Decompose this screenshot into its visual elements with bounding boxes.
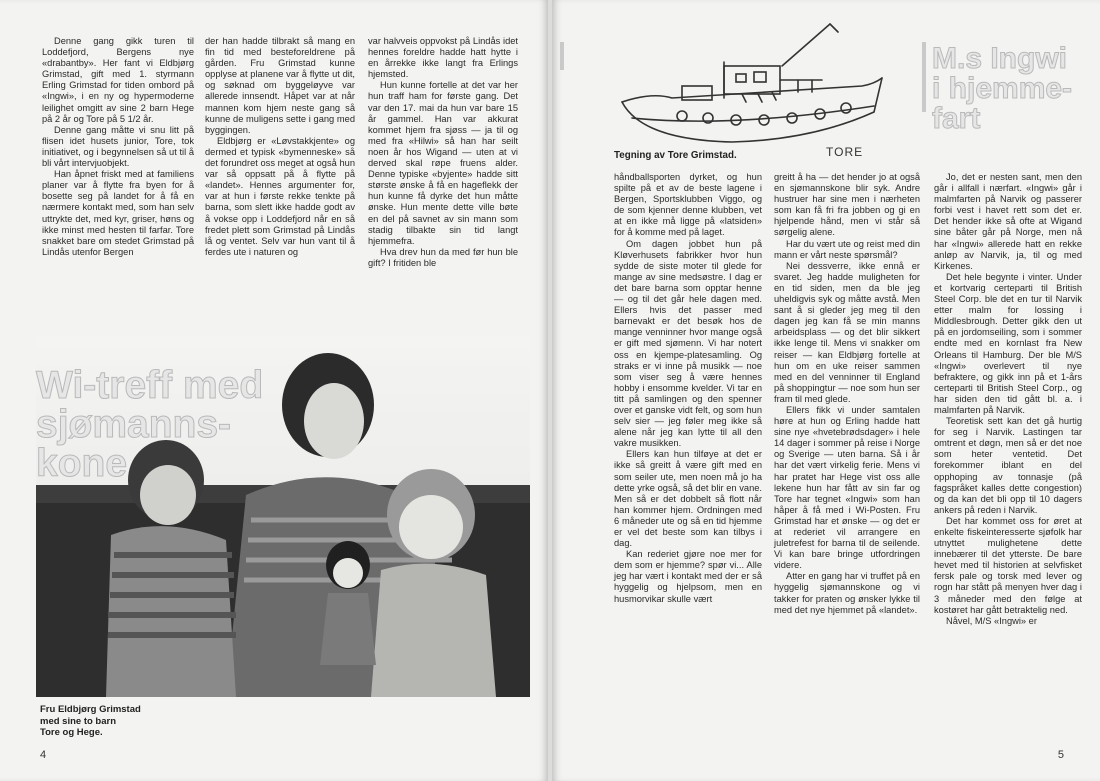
paragraph: Denne gang måtte vi snu litt på flisen idet husets junior, Tore, tok initiativet, og i begynnelsen så ut til å bli vårt intervjuobjekt. — [42, 124, 194, 169]
left-headline — [36, 366, 263, 483]
paragraph: Eldbjørg er «Løvstakkjente» og dermed et typisk «bymenneske» så det forundret oss meget at også hun var så oppsatt på å flytte på «landet». Hennes argumenter for, var at hun i første rekke tenkte på barna, som slett ikke hadde godt av å vokse opp i Loddefjord når en så fredet plett som Grimstad på Lindås lå og ventet. Selv var hun vant til å ferdes ute i naturen og — [205, 135, 355, 257]
paragraph: Det har kommet oss for øret at enkelte fiskeinteresserte sjøfolk har utnyttet mulighetene dette innebærer til det ytterste. De bare hevet med til historien at selvfisket fersk pale og torsk med lever og rogn har stått på menyen hver dag i 3 måneder med den følge at kostøret har gått betraktelig ned. — [934, 515, 1082, 615]
right-column-3 — [934, 172, 1082, 627]
caption-line: med sine to barn — [40, 715, 117, 727]
headline-line: sjømanns- — [36, 403, 232, 446]
left-column-2 — [205, 36, 355, 258]
right-column-2 — [774, 172, 920, 616]
paragraph: Hva drev hun da med før hun ble gift? I fritiden ble — [368, 246, 518, 268]
paragraph: Atter en gang har vi truffet på en hyggelig sjømannskone og vi takker for praten og ønsker lykke til med det nye hjemmet på «landet». — [774, 571, 920, 615]
divider-line — [560, 42, 564, 70]
paragraph: var halvveis oppvokst på Lindås idet hennes foreldre hadde hatt hytte i en årrekke ikke langt fra Erlings hjemsted. — [368, 36, 518, 80]
headline-line: i hjemme- — [932, 72, 1073, 105]
left-column-1 — [42, 36, 194, 258]
paragraph: Nei dessverre, ikke ennå er svaret. Jeg hadde muligheten for en tid siden, men da ble jeg uheldigvis syk og måtte avstå. Men sant å si gleder jeg meg til den dagen jeg kan få se min manns arbeidsplass — og det blir sikkert ikke lenge til. Mens vi snakker om reiser — kan Eldbjørg fortelle at hun om en uke reiser sammen med en del venninner til England på shoppingtur — noe som hun ser fram til med glede. — [774, 260, 920, 404]
headline-line: kone — [36, 442, 128, 485]
page-number: 4 — [40, 749, 47, 761]
right-page — [552, 0, 1100, 781]
divider-line — [922, 42, 926, 112]
sketch-caption: Tegning av Tore Grimstad. — [614, 150, 737, 161]
paragraph: greitt å ha — det hender jo at også en sjømannskone blir syk. Andre hustruer har sine men i nærheten som kan få fri fra jobben og gi en hjelpende hånd, men vi står så sørgelig alene. — [774, 172, 920, 238]
caption-line: Fru Eldbjørg Grimstad — [40, 704, 141, 715]
paragraph: Han åpnet friskt med at familiens planer var å flytte fra byen for å bosette seg på landet for å få en nærmere kontakt med, som han selv uttrykte det, med kyr, griser, høns og ikke minst med hesten til farfar. Tore snakket bare om stedet Grimstad på Lindås utenfor Bergen — [42, 169, 194, 257]
paragraph: Denne gang gikk turen til Loddefjord, Bergens nye «drabantby». Her fant vi Eldbjørg Grimstad, gift med 1. styrmann Erling Grimstad for tiden ombord på «Ingwi», i en ny og hypermoderne leilighet omgitt av sine 2 barn Hege på 2 år og Tore på 5 1/2 år. — [42, 36, 194, 124]
left-page — [0, 0, 548, 781]
headline-line: fart — [932, 102, 981, 135]
paragraph: Ellers kan hun tilføye at det er ikke så greitt å være gift med en som seiler ute, men noen må jo ha dette yrke også, så det blir en vane. Men så er det dobbelt så flott når han kommer hjem. Ordningen med 6 måneder ute og så en tid hjemme er vel det beste som kan tilbys i dag. — [614, 449, 762, 549]
paragraph: håndballsporten dyrket, og hun spilte på et av de beste lagene i Bergen, Sportsklubben Viggo, og de som kjenner denne klubben, vet at en ikke må ligge på «latsiden» for å komme med på laget. — [614, 172, 762, 238]
paragraph: Om dagen jobbet hun på Kløverhusets fabrikker hvor hun sydde de siste moter til glede for mange av sine medsøstre. I dag er det bare barna som opptar henne — og til det går hele dagen med. Ellers hvis det passer med barnevakt er det besøk hos de mange venninner hvor mange også er gift med sjømenn. Vi har notert oss en kjempe-platesamling. Og straks er vi inne på musikk — noe som viser seg å være hennes hobby i ensomme kvelder. Vi tar en titt på samlingen og den spenner over et ganske vidt felt, og som hun selv sier — jeg føler meg ikke så alene når jeg kan lytte til all den vakre musikken. — [614, 238, 762, 449]
headline-line: M.s Ingwi — [932, 42, 1067, 75]
paragraph: Har du vært ute og reist med din mann er vårt neste spørsmål? — [774, 238, 920, 260]
headline-line: Wi-treff med — [36, 364, 264, 407]
page-number: 5 — [1057, 749, 1064, 761]
sketch-signature: TORE — [826, 145, 864, 159]
left-column-3 — [368, 36, 518, 269]
right-column-1 — [614, 172, 762, 605]
right-headline — [932, 44, 1072, 134]
paragraph: Jo, det er nesten sant, men den går i allfall i nærfart. «Ingwi» går i malmfarten på Narvik og passerer forbi vest i havet rett som det er. Det hender ikke så ofte at Wigand sine båter går på Norge, men nå har «Ingwi» allerede hatt en rekke anløp av Narvik, ja, til og med Kirkenes. — [934, 172, 1082, 271]
paragraph: Kan rederiet gjøre noe mer for dem som er hjemme? spør vi... Alle jeg har vært i kontakt med der er så hyggelig og hjelpsom, men en husmorvikar skulle vært — [614, 549, 762, 604]
paragraph: Nåvel, M/S «Ingwi» er — [946, 615, 1037, 626]
paragraph: der han hadde tilbrakt så mang en fin tid med besteforeldrene på gården. Fru Grimstad kunne opplyse at planene var å flytte ut dit, og søknad om byggeløyve var allerede innsendt. Håpet var at når mannen kom hjem neste gang så kunne de muligens sette i gang med byggingen. — [205, 36, 355, 135]
paragraph: Hun kunne fortelle at det var her hun traff ham for første gang. Det var den 17. mai da hun var bare 15 år gammel. Han var akkurat kommet hjem fra sjøss — ja til og med fra «Hilwi» så han har seilt noen år hos Wigand — uten at vi derved skal røpe fruens alder. Denne typiske «byjente» hadde sitt største ønske å få en hageflekk der hun kunne få dyrke det hun måtte ønske. Hun mente dette ville bøte en del på savnet av sin mann som stadig tilbakte sin tid langt hjemmefra. — [368, 80, 518, 246]
photo-caption — [40, 704, 141, 739]
paragraph: Ellers fikk vi under samtalen høre at hun og Erling hadde hatt sine nye «hvetebrødsdager» i hele 14 dager i sommer på reise i Norge og Sverige — uten barna. Så i år har det vært virkelig ferie. Mens vi har pratet har Hege vist oss alle lekene hun har fått av sin far og Tore har tegnet «Ingwi» som han håper å få med i Wi-Posten. Fru Grimstad har et ønske — og det er at rederiet vil arrangere en juletrefest for barna til de seilende. Vi kan bare bringe utfordringen videre. — [774, 404, 920, 571]
caption-line: Tore og Hege. — [40, 727, 103, 738]
ship-drawing — [612, 22, 896, 160]
paragraph: Teoretisk sett kan det gå hurtig for seg i Narvik. Lastingen tar omtrent et døgn, men så er det noe som heter ventetid. Det forekommer iblant en del opphoping av tonnasje (på fagspråket kalles dette congestion) og da kan det bli opp til 10 dagers ankers på reden i Narvik. — [934, 416, 1082, 515]
paragraph: Det hele begynte i vinter. Under et kortvarig certeparti til British Steel Corp. ble det en tur til Narvik etter malm for lossing i Middlesbrough. Detter gikk den ut på en jordomseiling, som i sommer endte med en kornlast fra New Orleans til Hamburg. Der ble M/S «Ingwi» overlevert til nye befraktere, og gikk inn på et 1-års certeparti til British Steel Corp., og har siden den tid gått bl. a. i malmfarten på Narvik. — [934, 271, 1082, 415]
